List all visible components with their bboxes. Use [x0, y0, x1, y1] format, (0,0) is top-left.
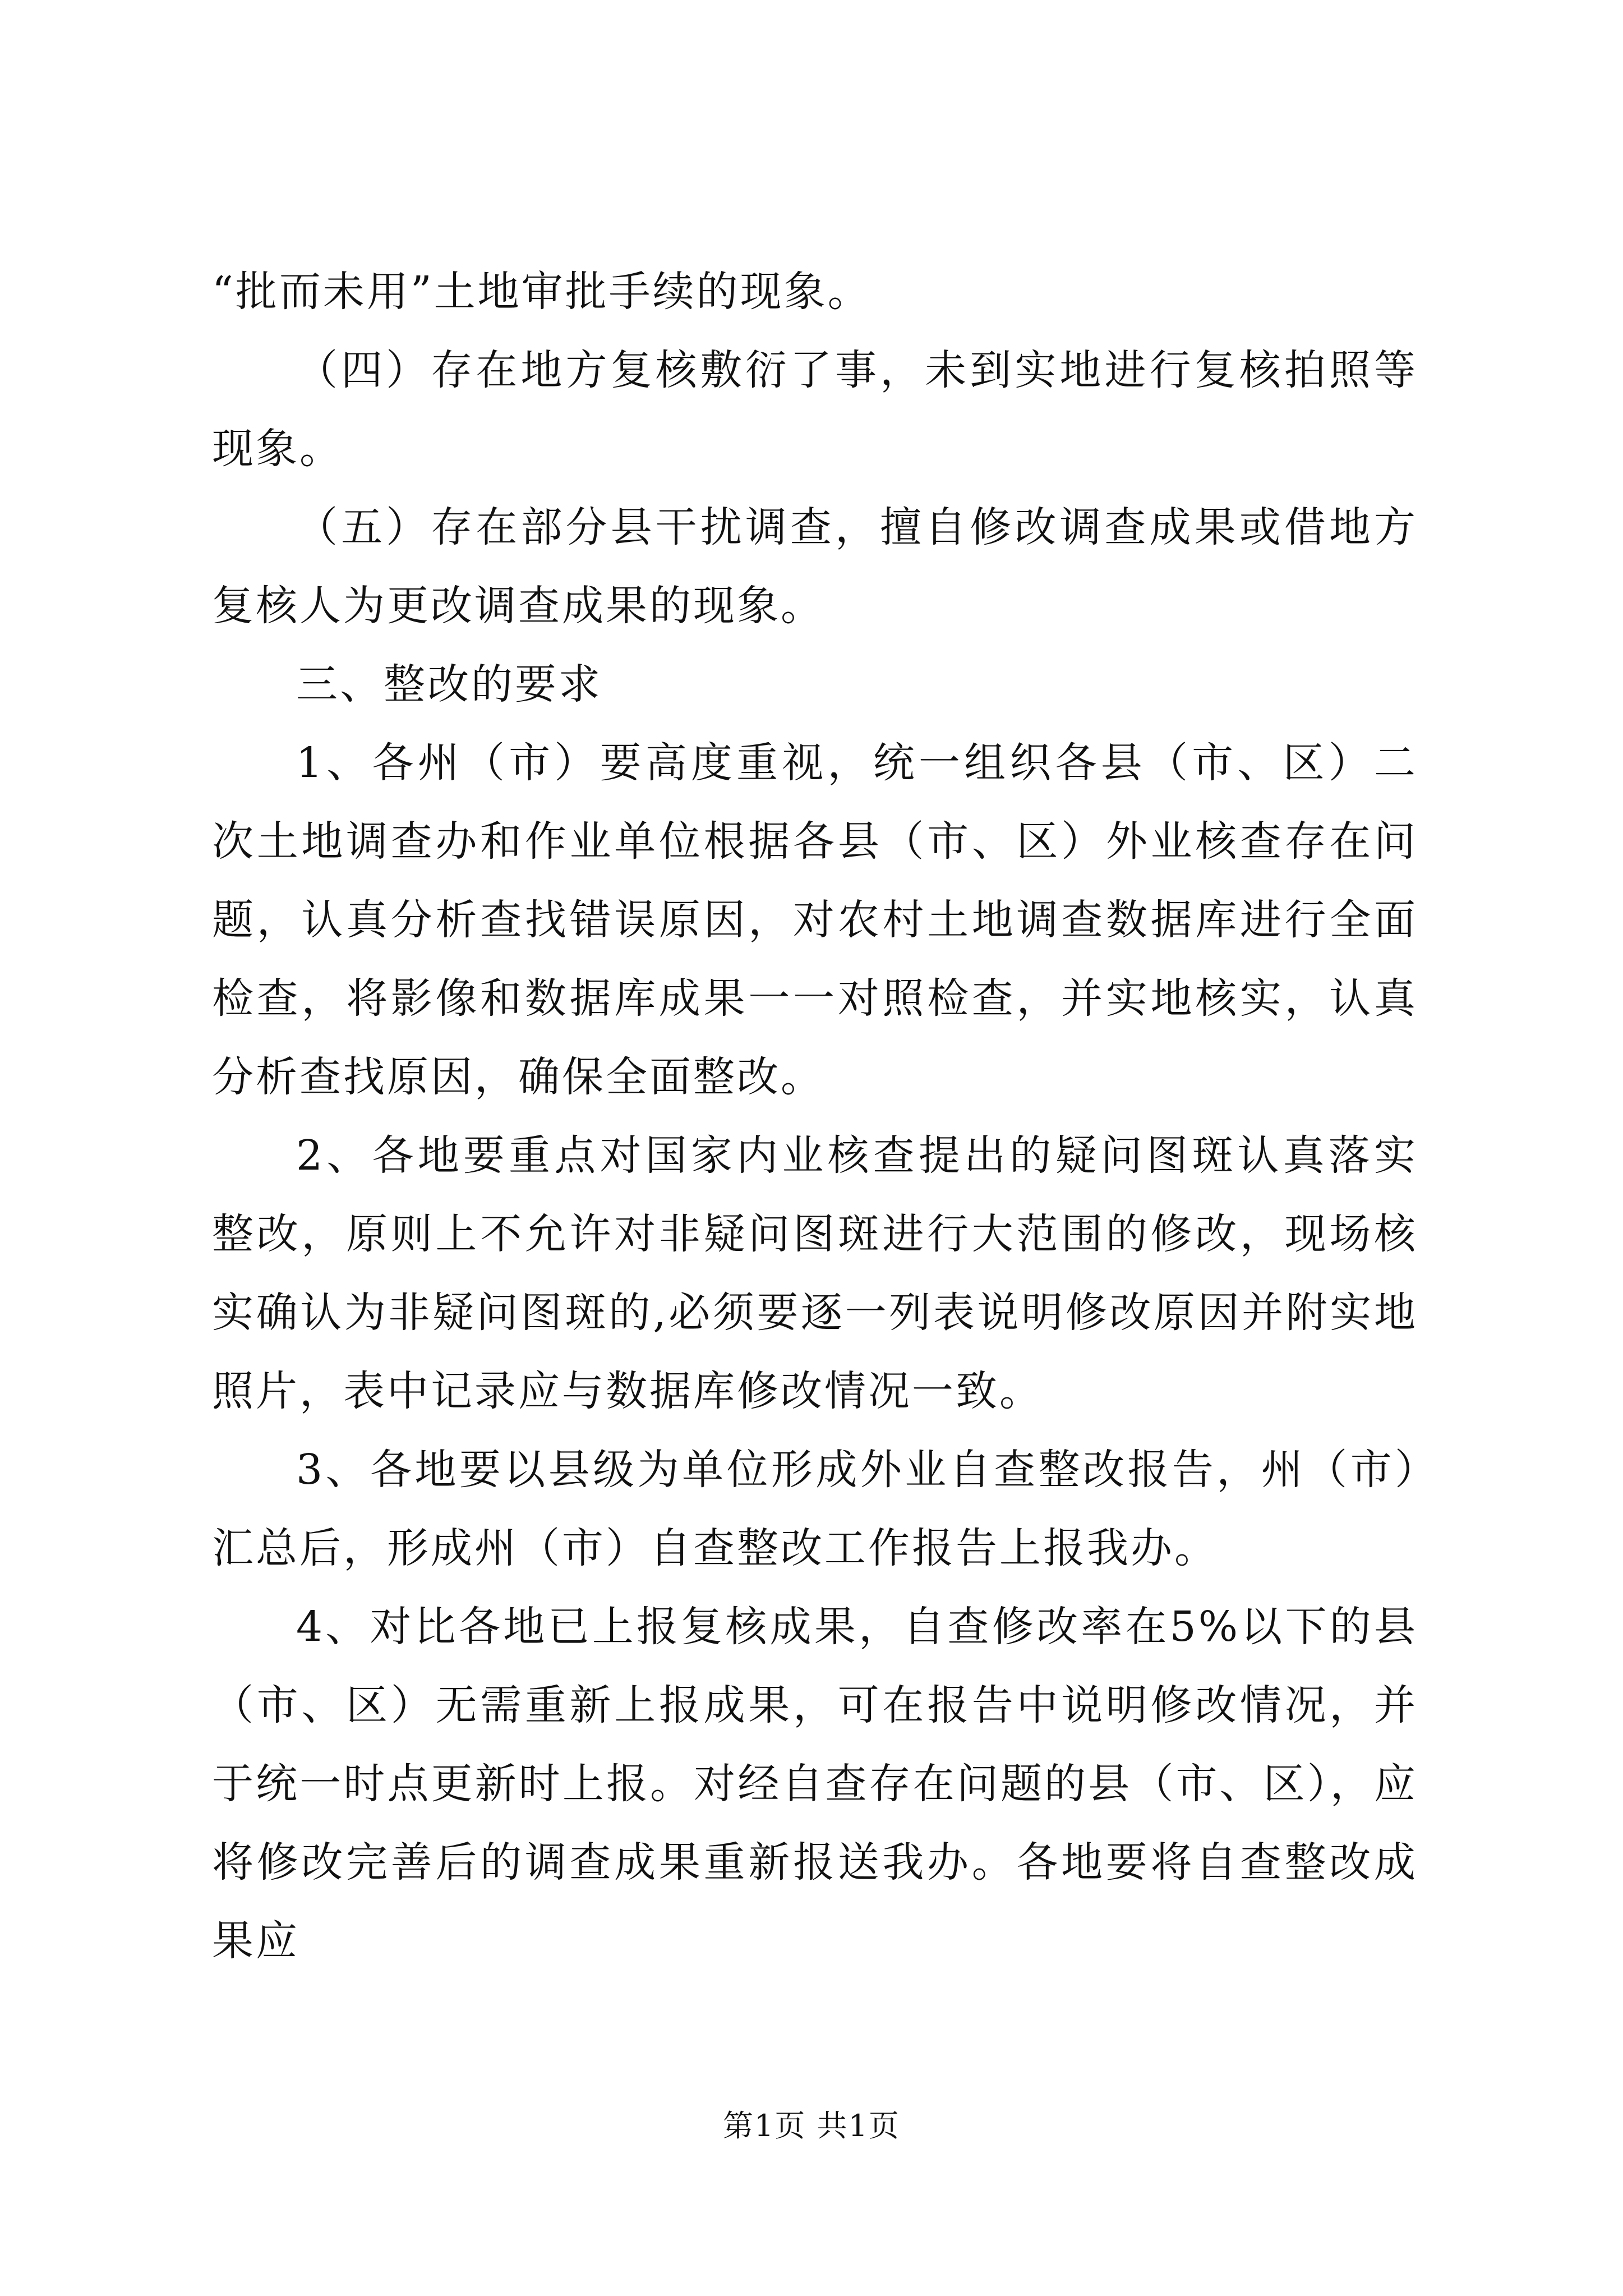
- paragraph-3: （五）存在部分县干扰调查，擅自修改调查成果或借地方复核人为更改调查成果的现象。: [212, 503, 1418, 630]
- paragraph-item-2: 2、各地要重点对国家内业核查提出的疑问图斑认真落实整改，原则上不允许对非疑问图斑进行大范围的修改，现场核实确认为非疑问图斑的,必须要逐一列表说明修改原因并附实地照片，表中记录应与数据库修改情况一致。: [212, 1131, 1418, 1415]
- paragraph-item-3: 3、各地要以县级为单位形成外业自查整改报告，州（市）汇总后，形成州（市）自查整改工作报告上报我办。: [212, 1446, 1418, 1572]
- page-footer: [0, 2104, 1623, 2148]
- paragraph-1: “批而未用”土地审批手续的现象。: [212, 268, 872, 316]
- paragraph-item-1: 1、各州（市）要高度重视，统一组织各县（市、区）二次土地调查办和作业单位根据各县（市、区）外业核查存在问题，认真分析查找错误原因，对农村土地调查数据库进行全面检查，将影像和数据库成果一一对照检查，并实地核实，认真分析查找原因，确保全面整改。: [212, 739, 1418, 1101]
- paragraph-2: （四）存在地方复核敷衍了事，未到实地进行复核拍照等现象。: [212, 346, 1418, 473]
- section-heading: 三、整改的要求: [296, 660, 602, 708]
- document-body: [212, 252, 1418, 1980]
- page-number-label: 第1页 共1页: [723, 2108, 900, 2143]
- paragraph-item-4: 4、对比各地已上报复核成果，自查修改率在5%以下的县（市、区）无需重新上报成果，可在报告中说明修改情况，并于统一时点更新时上报。对经自查存在问题的县（市、区），应将修改完善后的调查成果重新报送我办。各地要将自查整改成果应: [212, 1603, 1418, 1965]
